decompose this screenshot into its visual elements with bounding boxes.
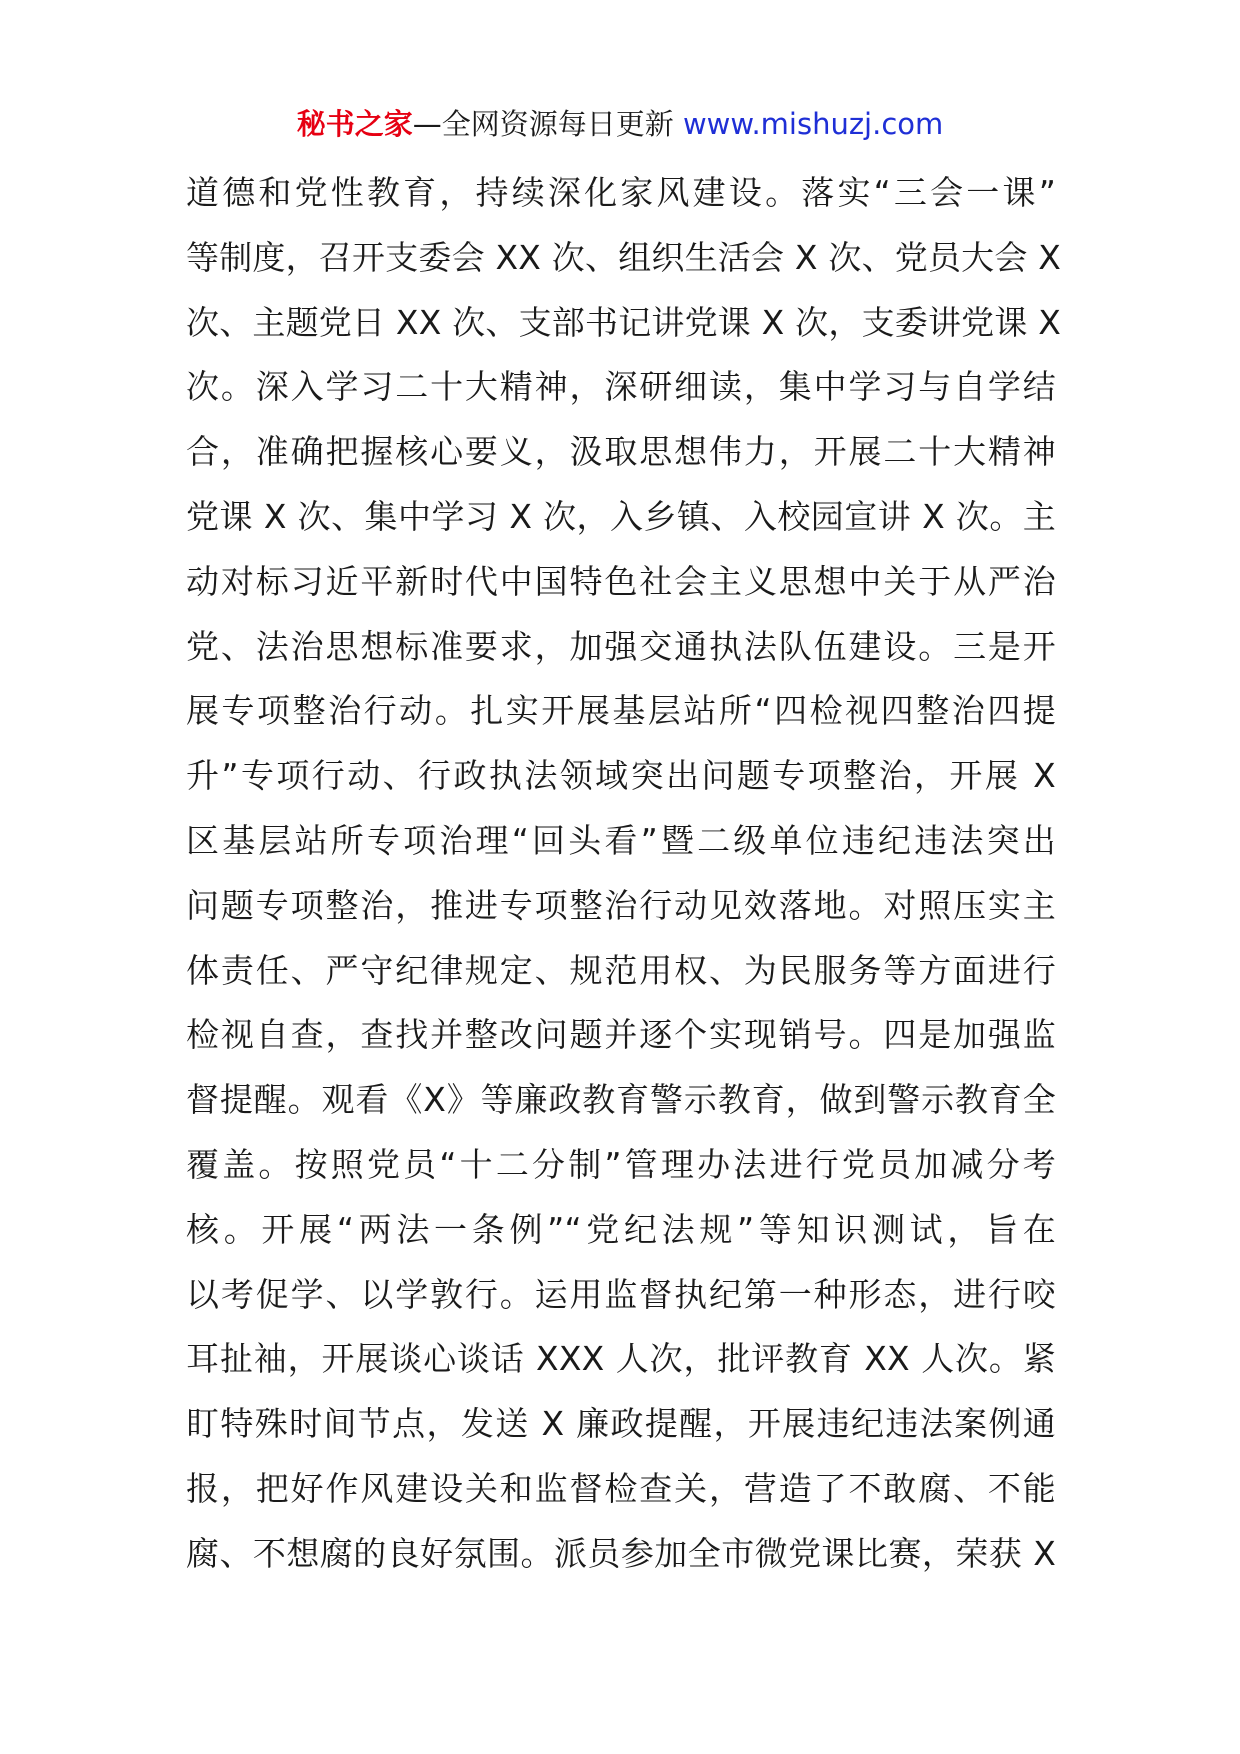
page-header bbox=[0, 102, 1240, 146]
text-line: 问题专项整治，推进专项整治行动见效落地。对照压实主 bbox=[186, 885, 1056, 925]
text-line: 合，准确把握核心要义，汲取思想伟力，开展二十大精神 bbox=[186, 432, 1056, 472]
header-tagline: —全网资源每日更新 bbox=[412, 107, 674, 141]
text-line: 动对标习近平新时代中国特色社会主义思想中关于从严治 bbox=[186, 561, 1056, 601]
text-line: 核。开展“两法一条例”“党纪法规”等知识测试，旨在 bbox=[186, 1209, 1056, 1249]
text-line: 体责任、严守纪律规定、规范用权、为民服务等方面进行 bbox=[186, 950, 1056, 990]
text-line: 覆盖。按照党员“十二分制”管理办法进行党员加减分考 bbox=[186, 1144, 1056, 1184]
website-link[interactable]: www.mishuzj.com bbox=[682, 107, 944, 141]
text-line: 升”专项行动、行政执法领域突出问题专项整治，开展 X bbox=[186, 756, 1056, 796]
text-line: 耳扯袖，开展谈心谈话 XXX 人次，批评教育 XX 人次。紧 bbox=[186, 1339, 1056, 1379]
text-line: 检视自查，查找并整改问题并逐个实现销号。四是加强监 bbox=[186, 1015, 1056, 1055]
text-line: 党、法治思想标准要求，加强交通执法队伍建设。三是开 bbox=[186, 626, 1056, 666]
text-line: 以考促学、以学敦行。运用监督执纪第一种形态，进行咬 bbox=[186, 1274, 1056, 1314]
text-line: 督提醒。观看《X》等廉政教育警示教育，做到警示教育全 bbox=[186, 1080, 1056, 1120]
text-line: 腐、不想腐的良好氛围。派员参加全市微党课比赛，荣获 X bbox=[186, 1533, 1056, 1573]
text-line: 次、主题党日 XX 次、支部书记讲党课 X 次，支委讲党课 X bbox=[186, 302, 1062, 342]
text-line: 报，把好作风建设关和监督检查关，营造了不敢腐、不能 bbox=[186, 1468, 1056, 1508]
text-line: 盯特殊时间节点，发送 X 廉政提醒，开展违纪违法案例通 bbox=[186, 1404, 1056, 1444]
brand-name: 秘书之家 bbox=[296, 107, 413, 141]
text-line: 展专项整治行动。扎实开展基层站所“四检视四整治四提 bbox=[186, 691, 1056, 731]
body-text bbox=[186, 161, 1062, 1587]
text-line: 区基层站所专项治理“回头看”暨二级单位违纪违法突出 bbox=[186, 820, 1056, 860]
text-line: 道德和党性教育，持续深化家风建设。落实“三会一课” bbox=[186, 173, 1056, 212]
text-line: 等制度，召开支委会 XX 次、组织生活会 X 次、党员大会 X bbox=[186, 237, 1062, 277]
text-line: 次。深入学习二十大精神，深研细读，集中学习与自学结 bbox=[186, 367, 1056, 407]
text-line: 党课 X 次、集中学习 X 次，入乡镇、入校园宣讲 X 次。主 bbox=[186, 496, 1056, 536]
